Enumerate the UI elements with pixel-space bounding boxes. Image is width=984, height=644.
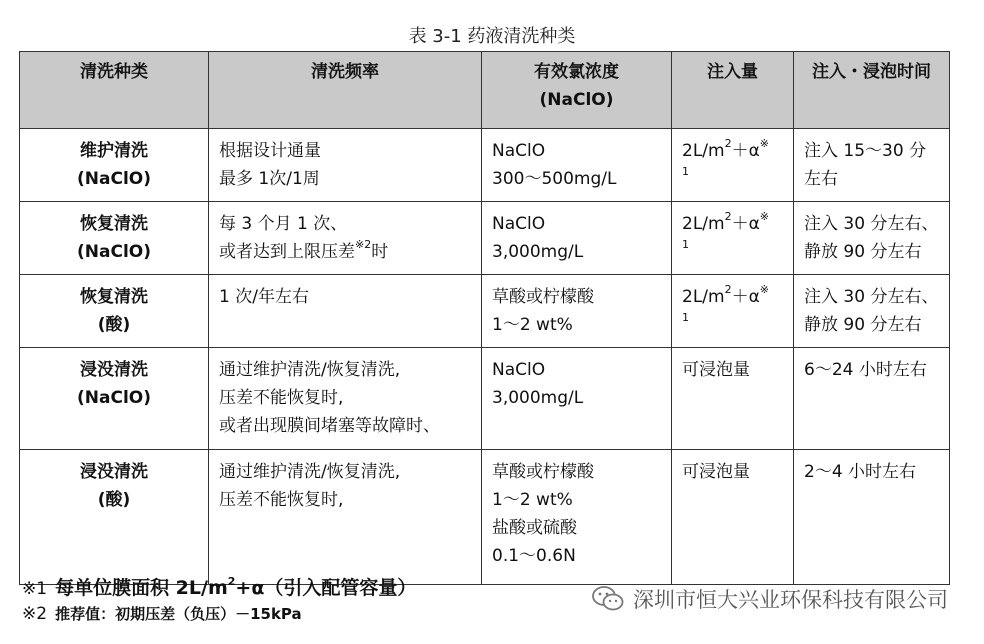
cell-time: 2～4 小时左右 (794, 450, 950, 585)
watermark-text: 深圳市恒大兴业环保科技有限公司 (633, 588, 948, 612)
table-header-row (20, 52, 950, 129)
header-chlorine-concentration: 有效氯浓度 (NaClO) (482, 52, 672, 129)
cell-frequency: 1 次/年左右 (209, 275, 482, 348)
cleaning-types-table (19, 51, 950, 585)
table-row (20, 348, 950, 450)
cell-frequency: 根据设计通量 最多 1次/1周 (209, 129, 482, 202)
footnote-1: ※1 每单位膜面积 $2L/m^2+\alpha$（引入配管容量） (22, 574, 417, 599)
cell-frequency: 通过维护清洗/恢复清洗, 压差不能恢复时, (209, 450, 482, 585)
table-row (20, 275, 950, 348)
cell-frequency: 通过维护清洗/恢复清洗, 压差不能恢复时, 或者出现膜间堵塞等故障时、 (209, 348, 482, 450)
wechat-icon (591, 585, 625, 613)
cell-time: 6～24 小时左右 (794, 348, 950, 450)
cell-cleaning-type: 浸没清洗 (酸) (20, 450, 209, 585)
cell-cleaning-type: 浸没清洗 (NaClO) (20, 348, 209, 450)
cell-amount: $2L/m^2+\alpha^※$ 1 (672, 275, 794, 348)
header-cleaning-frequency: 清洗频率 (209, 52, 482, 129)
table-caption: 表 3-1 药液清洗种类 (408, 26, 576, 47)
cell-cleaning-type: 维护清洗 (NaClO) (20, 129, 209, 202)
cell-concentration: 草酸或柠檬酸 1～2 wt% (482, 275, 672, 348)
cell-concentration: NaClO 3,000mg/L (482, 348, 672, 450)
cell-time: 注入 15～30 分 左右 (794, 129, 950, 202)
cell-amount: 可浸泡量 (672, 450, 794, 585)
header-injection-soak-time: 注入・浸泡时间 (794, 52, 950, 129)
cell-concentration: NaClO 300～500mg/L (482, 129, 672, 202)
cell-cleaning-type: 恢复清洗 (酸) (20, 275, 209, 348)
cell-amount: 可浸泡量 (672, 348, 794, 450)
cell-amount: $2L/m^2+\alpha^※$ 1 (672, 129, 794, 202)
wechat-watermark (591, 584, 948, 614)
header-cleaning-type: 清洗种类 (20, 52, 209, 129)
cell-concentration: NaClO 3,000mg/L (482, 202, 672, 275)
cell-time: 注入 30 分左右、 静放 90 分左右 (794, 275, 950, 348)
cell-amount: $2L/m^2+\alpha^※$ 1 (672, 202, 794, 275)
table-row (20, 202, 950, 275)
cell-frequency: 每 3 个月 1 次、 或者达到上限压差$^{※2}$时 (209, 202, 482, 275)
table-row (20, 450, 950, 585)
footnotes (22, 574, 622, 625)
header-injection-amount: 注入量 (672, 52, 794, 129)
cell-concentration: 草酸或柠檬酸 1～2 wt% 盐酸或硫酸 0.1～0.6N (482, 450, 672, 585)
cell-time: 注入 30 分左右、 静放 90 分左右 (794, 202, 950, 275)
footnote-2: ※2 推荐值：初期压差（负压）－15kPa (22, 604, 302, 624)
cell-cleaning-type: 恢复清洗 (NaClO) (20, 202, 209, 275)
table-row (20, 129, 950, 202)
